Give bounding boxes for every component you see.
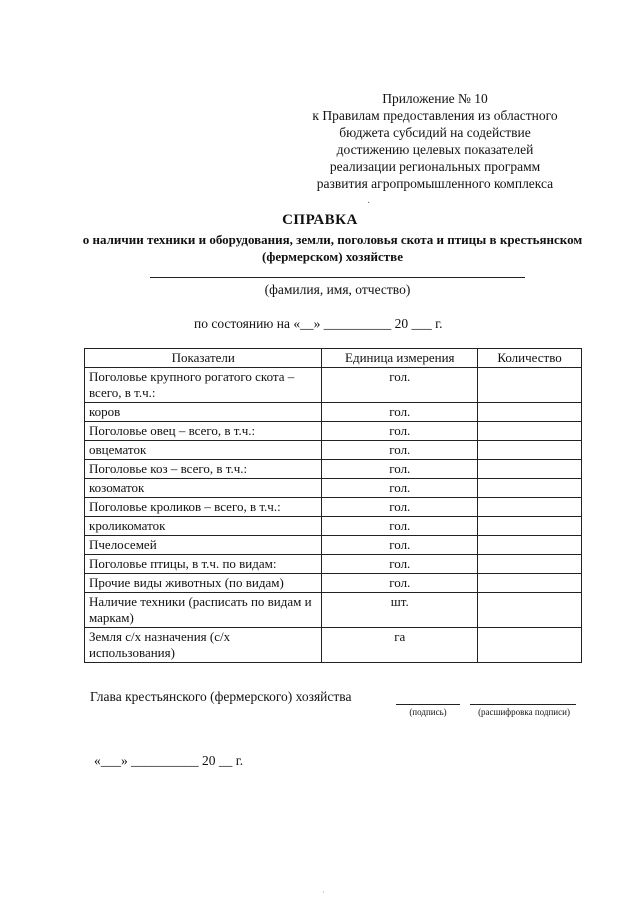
unit-cell: гол.	[322, 555, 478, 574]
table-row	[85, 574, 582, 593]
quantity-cell[interactable]	[478, 536, 582, 555]
unit-cell: га	[322, 628, 478, 663]
scan-speck: ·	[322, 888, 325, 897]
unit-cell: шт.	[322, 593, 478, 628]
table-row	[85, 536, 582, 555]
appendix-block	[290, 90, 580, 192]
table-row	[85, 593, 582, 628]
table-row	[85, 479, 582, 498]
appendix-line: достижению целевых показателей	[336, 142, 534, 157]
indicator-cell: козоматок	[85, 479, 322, 498]
appendix-line: реализации региональных программ	[329, 159, 541, 174]
fio-caption: (фамилия, имя, отчество)	[264, 282, 411, 297]
quantity-cell[interactable]	[478, 460, 582, 479]
indicator-cell: кроликоматок	[85, 517, 322, 536]
table-row	[85, 368, 582, 403]
table-row	[85, 498, 582, 517]
appendix-line: Приложение № 10	[382, 91, 488, 106]
indicator-cell: Поголовье овец – всего, в т.ч.:	[85, 422, 322, 441]
unit-cell: гол.	[322, 441, 478, 460]
indicator-cell: Поголовье коз – всего, в т.ч.:	[85, 460, 322, 479]
indicator-cell: Прочие виды животных (по видам)	[85, 574, 322, 593]
quantity-cell[interactable]	[478, 368, 582, 403]
table-row	[85, 403, 582, 422]
appendix-line: развития агропромышленного комплекса	[316, 176, 554, 191]
quantity-cell[interactable]	[478, 628, 582, 663]
quantity-cell[interactable]	[478, 498, 582, 517]
unit-cell: гол.	[322, 403, 478, 422]
indicator-cell: овцематок	[85, 441, 322, 460]
head-of-farm-label: Глава крестьянского (фермерского) хозяйства	[90, 689, 352, 704]
document-title: СПРАВКА	[282, 212, 358, 228]
table-row	[85, 517, 582, 536]
indicator-cell: Поголовье птицы, в т.ч. по видам:	[85, 555, 322, 574]
date-line: «___» __________ 20 __ г.	[94, 753, 244, 768]
indicator-cell: Наличие техники (расписать по видам и маркам)	[85, 593, 322, 628]
table-row	[85, 555, 582, 574]
indicator-cell: Поголовье кроликов – всего, в т.ч.:	[85, 498, 322, 517]
quantity-cell[interactable]	[478, 574, 582, 593]
header-unit: Единица измерения	[322, 349, 478, 368]
unit-cell: гол.	[322, 498, 478, 517]
quantity-cell[interactable]	[478, 441, 582, 460]
indicators-table	[84, 348, 582, 663]
indicator-cell: Земля с/х назначения (с/х использования)	[85, 628, 322, 663]
table-row	[85, 628, 582, 663]
unit-cell: гол.	[322, 517, 478, 536]
quantity-cell[interactable]	[478, 555, 582, 574]
unit-cell: гол.	[322, 536, 478, 555]
signature-caption: (подпись)	[409, 707, 447, 717]
table-header-row	[85, 349, 582, 368]
signature-line[interactable]	[396, 704, 460, 705]
signature-decoding-caption: (расшифровка подписи)	[478, 707, 570, 717]
indicator-cell: Поголовье крупного рогатого скота – всего, в т.ч.:	[85, 368, 322, 403]
indicator-cell: коров	[85, 403, 322, 422]
table-row	[85, 422, 582, 441]
appendix-line: бюджета субсидий на содействие	[339, 125, 531, 140]
header-quantity: Количество	[478, 349, 582, 368]
quantity-cell[interactable]	[478, 403, 582, 422]
unit-cell: гол.	[322, 368, 478, 403]
fio-underline	[150, 277, 525, 278]
unit-cell: гол.	[322, 460, 478, 479]
table-row	[85, 441, 582, 460]
unit-cell: гол.	[322, 479, 478, 498]
document-subtitle: о наличии техники и оборудования, земли, поголовья скота и птицы в крестьянском (фермерском) хозяйстве	[82, 232, 583, 264]
signature-decoding-line[interactable]	[470, 704, 576, 705]
as-of-date-line: по состоянию на «__» __________ 20 ___ г.	[194, 316, 443, 331]
quantity-cell[interactable]	[478, 593, 582, 628]
unit-cell: гол.	[322, 574, 478, 593]
table-row	[85, 460, 582, 479]
unit-cell: гол.	[322, 422, 478, 441]
scan-speck: ·	[367, 198, 371, 209]
header-indicators: Показатели	[85, 349, 322, 368]
quantity-cell[interactable]	[478, 479, 582, 498]
quantity-cell[interactable]	[478, 517, 582, 536]
appendix-line: к Правилам предоставления из областного	[312, 108, 558, 123]
quantity-cell[interactable]	[478, 422, 582, 441]
indicator-cell: Пчелосемей	[85, 536, 322, 555]
